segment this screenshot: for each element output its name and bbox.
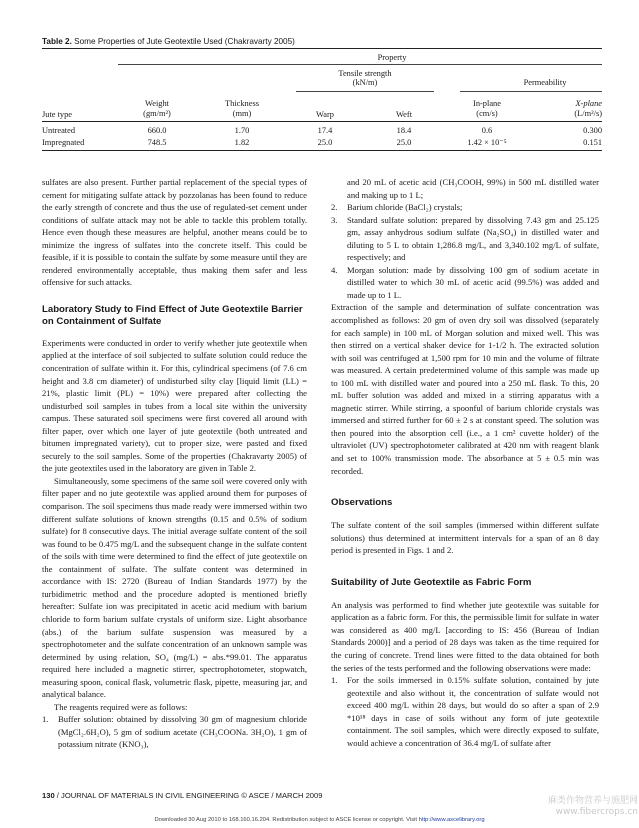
list-item xyxy=(331,674,599,749)
table-col-thickness-line1: Thickness xyxy=(225,99,259,108)
table-cell-thickness: 1.70 xyxy=(234,126,250,135)
table-cell-type: Impregnated xyxy=(42,138,85,147)
list-item xyxy=(331,214,599,264)
watermark-line1: 麻类作物营养与施肥网 xyxy=(547,796,638,806)
table-cell-weight: 660.0 xyxy=(147,126,167,135)
paragraph-list-continuation: and 20 mL of acetic acid (CH₃COOH, 99%) in 500 mL distilled water and making up to 1 L; xyxy=(347,177,599,200)
section-heading-suitability: Suitability of Jute Geotextile as Fabric Form xyxy=(331,576,532,588)
table-top-rule xyxy=(42,48,602,49)
reagent-list xyxy=(42,713,307,751)
table-header-tensile-line2: (kN/m) xyxy=(352,78,378,87)
download-notice xyxy=(0,817,639,823)
watermark xyxy=(488,796,638,818)
list-item xyxy=(331,201,599,214)
table-bottom-rule xyxy=(42,150,602,151)
table-col-weft: Weft xyxy=(395,110,413,119)
paragraph-reagents: The reagents required were as follows: xyxy=(54,701,188,712)
table-col-inplane-line2: (cm/s) xyxy=(476,109,498,118)
table-cell-warp: 17.4 xyxy=(317,126,333,135)
table-col-jute-type: Jute type xyxy=(42,110,73,119)
table-header-tensile-line1: Tensile strength xyxy=(338,69,392,78)
table-tensile-rule xyxy=(296,91,434,92)
list-text: For the soils immersed in 0.15% sulfate solution, contained by jute geotextile and also without it, the concentration of sulfate would not exceed 400 mg/L within 28 days, but would do so after a span of 2.9 *10¹⁸ days in case of soils without any form of jute geotextile containment. The soil samples, which were directly exposed to sulfate, would achieve a concentration of 36.4 mg/L of sulfate after xyxy=(347,675,599,748)
table-header-rule xyxy=(42,121,602,122)
table-cell-inplane: 1.42 × 10⁻⁵ xyxy=(467,138,507,147)
list-text: Standard sulfate solution: prepared by dissolving 7.43 gm and 25.125 gm, assay anhydrous sodium sulfate (Na₂SO₄) in distilled water and diluting to 5 L to obtain 1,286.8 mg/L, and 3,340.102 mg/L of sulfate, respectively; and xyxy=(347,214,599,263)
table-caption-label: Table 2. xyxy=(42,37,72,46)
reagent-list-continued xyxy=(331,201,599,301)
table-cell-weft: 18.4 xyxy=(396,126,412,135)
list-item xyxy=(42,713,307,751)
table-header-permeability: Permeability xyxy=(523,78,567,87)
page-footer xyxy=(42,791,322,800)
table-col-thickness-line2: (mm) xyxy=(232,109,252,118)
table-col-inplane-line1: In-plane xyxy=(473,99,501,108)
table-col-xplane-line2: (L/m²/s) xyxy=(574,109,602,118)
list-item xyxy=(331,264,599,302)
table-caption xyxy=(42,37,602,46)
watermark-line2: www.fibercrops.cn xyxy=(555,807,638,817)
table-cell-type: Untreated xyxy=(42,126,76,135)
list-text: Morgan solution: made by dissolving 100 gm of sodium acetate in distilled water to which 30 mL of acetic acid (99.5%) was added and made up to 1 L. xyxy=(347,264,599,300)
section-heading-observations: Observations xyxy=(331,497,393,509)
paragraph-extraction: Extraction of the sample and determination of sulfate concentration was accomplished as follows: 20 gm of oven dry soil was dissolved (separately for each sample) in 100 mL of Morgan solution and mixed well. This was then stirred on a vertical shaker device for 1-1/2 h. The extracted solution with soil was centrifuged at 1,500 rpm for 10 min and the volume of filtrate was measured. A certain predetermined volume of this sample was made up to 100 mL with distilled water and poured into a 250 mL flask. To this, 20 mL buffer solution was added and mixed in a stirring apparatus with a magnetic stirrer. While stirring, a spoonful of barium chloride crystals was immersed and stirred further for 60 ± 2 s at constant speed. The solution was then poured into the absorption cell (i.e., a 1 cm² cuvette holder) of the ultraviolet (UV) spectrophotometer calibrated at 420 nm with reagent blank and set to 100% transmission mode. The absorbance at 5 ± 0.5 min was recorded. xyxy=(331,302,599,476)
table-cell-weight: 748.5 xyxy=(147,138,167,147)
table-col-xplane-line1: X-plane xyxy=(575,99,602,108)
list-text: Buffer solution: obtained by dissolving 30 gm of magnesium chloride (MgCl₂.6H₂O), 5 gm of sodium acetate (CH₃COONa. 3H₂O), 1 gm of potassium nitrate (KNO₃), xyxy=(58,714,307,750)
observation-list xyxy=(331,674,599,749)
list-number: 4. xyxy=(331,264,338,275)
table-property-rule xyxy=(118,64,602,65)
table-col-warp: Warp xyxy=(316,110,334,119)
download-text: Downloaded 30 Aug 2010 to 168.160.16.204. Redistribution subject to ASCE license or copyright. Visit xyxy=(154,817,419,823)
journal-name: / JOURNAL OF MATERIALS IN CIVIL ENGINEERING © ASCE / MARCH 2009 xyxy=(56,791,323,800)
table-permeability-rule xyxy=(460,91,602,92)
paragraph-intro: sulfates are also present. Further partial replacement of the special types of cement for mitigating sulfate attack by pozzolanas has been found to reduce the early strength of concrete and thus the use of regulated-set cement under conditions of sulfate attack may not be able to tackle this problem totally. Hence even though these measures are helpful, another means could be to minimize the ingress of sulfates into the concrete itself. This could be feasible, if it is possible to contain the sulfate by some measure until they are rendered environmentally acceptable, thus making them safer and less offensive for such attacks. xyxy=(42,177,307,288)
table-cell-inplane: 0.6 xyxy=(481,126,493,135)
list-number: 1. xyxy=(331,675,338,686)
paragraph-observations: The sulfate content of the soil samples (immersed within different sulfate solutions) thus determined at intermittent intervals for a span of an 8 day period is presented in Figs. 1 and 2. xyxy=(331,520,599,556)
list-text: Barium chloride (BaCl₂) crystals; xyxy=(347,202,463,213)
list-number: 2. xyxy=(331,202,338,213)
table-caption-text: Some Properties of Jute Geotextile Used (Chakravarty 2005) xyxy=(74,37,295,46)
list-number: 1. xyxy=(42,714,49,725)
paragraph-experiment-continued: Simultaneously, some specimens of the same soil were covered only with filter paper and no jute geotextile was applied around them for purposes of comparison. The soil specimens thus made ready were immersed within two different sulfate solutions of known strengths (0.15 and 0.5% of sodium sulfate) for 8 consecutive days. The initial average sulfate content of the soil was found to be 0.475 mg/L and the subsequent change in the sulfate content of the soils with time were determined to find the effect of jute geotextile on the containment of sulfate. The sulfate content was determined in accordance with IS: 2720 (Bureau of Indian Standards 1977) by the turbidimetric method and the procedure adopted is mentioned briefly hereafter: Sulfate ion was precipitated in acetic acid medium with barium chloride to form barium sulfate crystals of uniform size. Light absorbance (abs.) of the barium sulfate suspension was measured by a spectrophotometer and the sulfate concentration of an unknown sample was determined by using relation, SO₄ (mg/L) = abs.*99.01. The apparatus required here included a magnetic stirrer, spectrophotometer, stopwatch, measuring spoon, conical flask, volumetric flask, pipette, measuring jar, and analytical balance. xyxy=(42,475,307,700)
table-cell-thickness: 1.82 xyxy=(234,138,250,147)
ascelibrary-link[interactable]: http://www.ascelibrary.org xyxy=(418,817,485,823)
list-number: 3. xyxy=(331,214,338,225)
paragraph-suitability: An analysis was performed to find whether jute geotextile was suitable for application as a fabric form. For this, the permissible limit for sulfate in water was considered as 400 mg/L [according to IS: 456 (Bureau of Indian Standards 2000)] and a period of 28 days was taken as the time required for the curing of concrete. Trend lines were fitted to the data obtained for both the series of the tests performed and the following observations were made: xyxy=(331,599,599,673)
table-cell-xplane: 0.151 xyxy=(583,138,602,147)
table-cell-warp: 25.0 xyxy=(317,138,333,147)
table-col-weight-line2: (gm/m²) xyxy=(143,109,171,118)
paragraph-experiment: Experiments were conducted in order to verify whether jute geotextile when applied at the interface of soil subjected to sulfate solution could reduce the concentration of sulfate within it. For this, cylindrical specimens (of 7.6 cm height and 3.8 cm diameter) of undisturbed silty clay [liquid limit (LL) = 21%, plastic limit (PL) = 10%) were prepared after collecting the undisturbed soil samples in tubes from a local site within the university campus. These saturated soil specimens were first covered all around with filter paper, over which one layer of jute geotextile (both untreated and bitumen impregnated variety), cut to proper size, were pasted and fixed securely to the soil samples. Some of the properties (Chakravarty 2005) of the jute geotextiles used in the laboratory are given in Table 2. xyxy=(42,337,307,474)
table-cell-xplane: 0.300 xyxy=(583,126,602,135)
right-column xyxy=(331,176,599,749)
page-number: 130 xyxy=(42,791,55,800)
table-col-weight-line1: Weight xyxy=(145,99,169,108)
table-header-property: Property xyxy=(377,53,407,62)
table-cell-weft: 25.0 xyxy=(396,138,412,147)
left-column xyxy=(42,176,307,751)
section-heading-laboratory-study: Laboratory Study to Find Effect of Jute Geotextile Barrier on Containment of Sulfate xyxy=(42,303,303,327)
